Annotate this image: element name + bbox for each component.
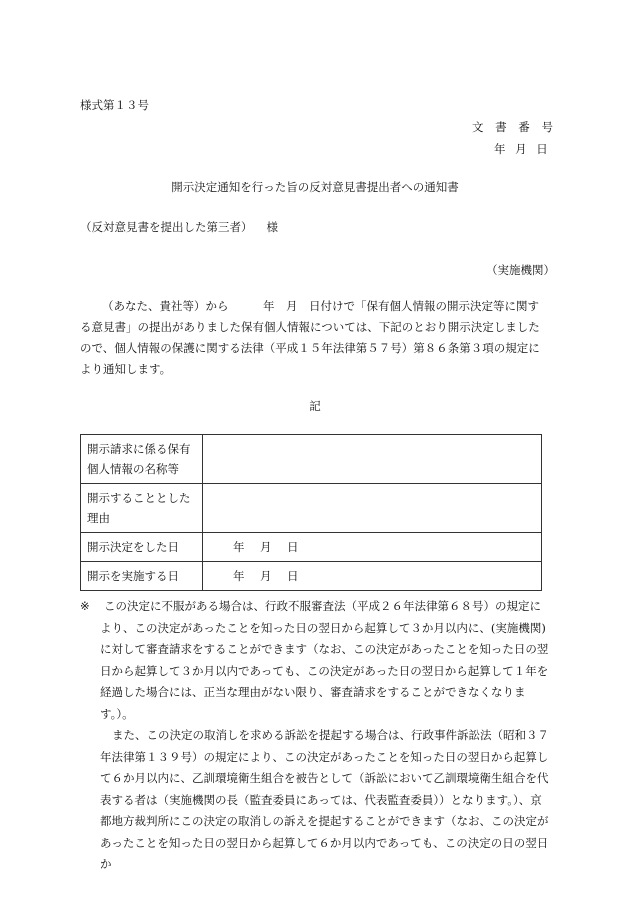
document-number: 文 書 番 号 [472, 120, 557, 134]
table-row [81, 562, 542, 591]
table-value: 年 月 日 [203, 533, 542, 562]
table-value [203, 484, 542, 533]
ki-heading: 記 [309, 399, 321, 413]
note-mark: ※ [80, 599, 90, 613]
table-row [81, 435, 542, 484]
recipient-name: （反対意見書を提出した第三者） [80, 220, 253, 234]
document-title: 開示決定通知を行った旨の反対意見書提出者への通知書 [171, 180, 459, 194]
table-label: 開示することとした理由 [81, 484, 203, 533]
note-paragraph: また、この決定の取消しを求める訴訟を提起する場合は、行政事件訴訟法（昭和３７年法律第１３９号）の規定により、この決定があったことを知った日の翌日から起算して６か月以内に、乙訓環境衛生組合を被告として（訴訟において乙訓環境衛生組合を代表する者は（実施機関の長（監査委員にあっては、代表監査委員））となります。）、京都地方裁判所にこの決定の取消しの訴えを提起することができます（なお、この決定があったことを知った日の翌日から起算して６か月以内であっても、この決定の日の翌日か [100, 728, 549, 871]
form-number: 様式第１３号 [80, 98, 149, 112]
table-value [203, 435, 542, 484]
note-body [100, 596, 552, 876]
table-value: 年 月 日 [203, 562, 542, 591]
table-row [81, 484, 542, 533]
recipient-honorific: 様 [266, 220, 278, 234]
table-row [81, 533, 542, 562]
note-paragraph: この決定に不服がある場合は、行政不服審査法（平成２６年法律第６８号）の規定により、この決定があったことを知った日の翌日から起算して３か月以内に、(実施機関)に対して審査請求をすることができます（なお、この決定があったことを知った日の翌日から起算して３か月以内であっても、この決定があった日の翌日から起算して１年を経過した場合には、正当な理由がない限り、審査請求をすることができなくなります。）。 [100, 599, 549, 721]
body-paragraph [80, 296, 550, 380]
table-label: 開示決定をした日 [81, 533, 203, 562]
disclosure-table [80, 434, 542, 591]
table-label: 開示を実施する日 [81, 562, 203, 591]
recipient-line [80, 219, 278, 235]
document-date: 年 月 日 [494, 142, 551, 156]
table-label: 開示請求に係る保有個人情報の名称等 [81, 435, 203, 484]
issuing-agency: （実施機関） [486, 263, 555, 277]
body-text: （あなた、貴社等）から 年 月 日付けで「保有個人情報の開示決定等に関する意見書」の提出がありました保有個人情報については、下記のとおり開示決定しましたので、個人情報の保護に関する法律（平成１５年法律第５７号）第８６条第３項の規定により通知します。 [80, 299, 540, 376]
appeal-notice [80, 596, 552, 876]
